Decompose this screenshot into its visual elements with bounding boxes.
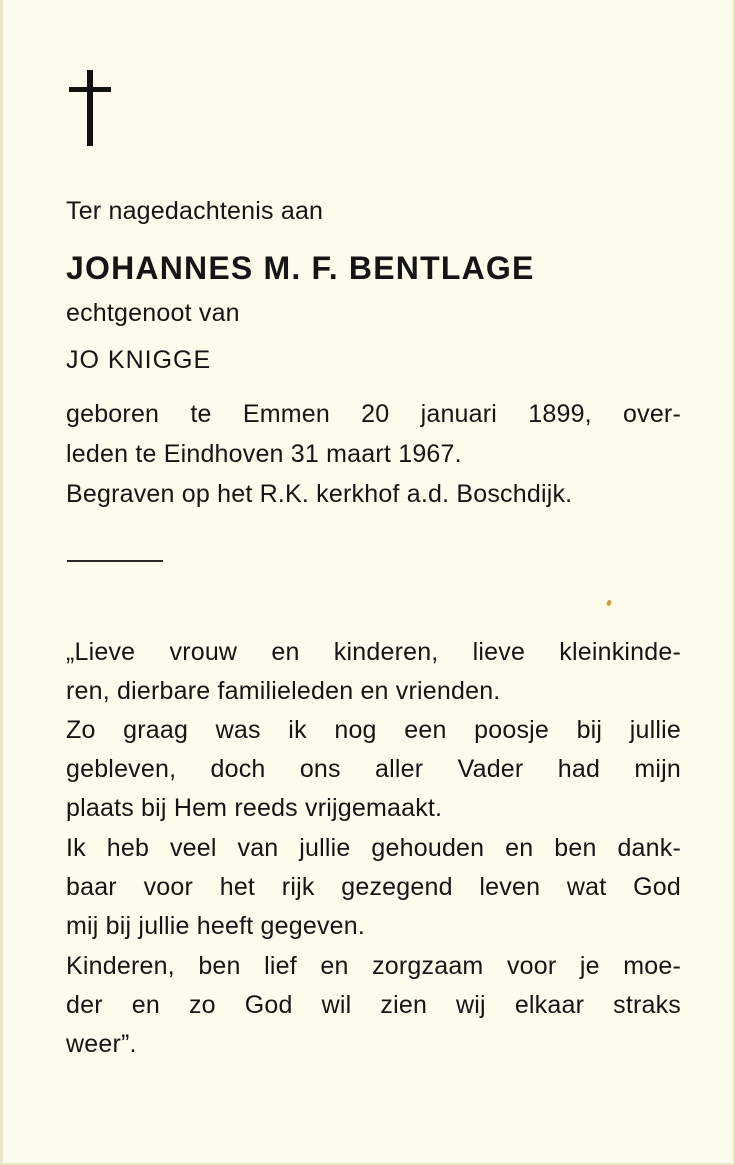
- paper-speck: [606, 599, 612, 606]
- birth-line: geboren te Emmen 20 januari 1899, over-: [66, 400, 681, 428]
- quote-line: der en zo God wil zien wij elkaar straks: [66, 991, 681, 1019]
- quote-line: Kinderen, ben lief en zorgzaam voor je moe-: [66, 952, 681, 980]
- quote-line: gebleven, doch ons aller Vader had mijn: [66, 755, 681, 783]
- deceased-name: JOHANNES M. F. BENTLAGE: [66, 250, 535, 286]
- spouse-name: JO KNIGGE: [66, 346, 212, 374]
- quote-line: ren, dierbare familieleden en vrienden.: [66, 677, 501, 705]
- quote-line: Ik heb veel van jullie gehouden en ben dank-: [66, 834, 681, 862]
- divider-line: [67, 560, 163, 562]
- quote-line: Zo graag was ik nog een poosje bij jullie: [66, 716, 681, 744]
- quote-line: plaats bij Hem reeds vrijgemaakt.: [66, 794, 443, 822]
- quote-line: baar voor het rijk gezegend leven wat God: [66, 873, 681, 901]
- quote-line: weer”.: [66, 1030, 137, 1058]
- cross-icon: [69, 70, 111, 146]
- quote-line: „Lieve vrouw en kinderen, lieve kleinkinde-: [66, 638, 681, 666]
- relation-text: echtgenoot van: [66, 299, 240, 327]
- burial-line: Begraven op het R.K. kerkhof a.d. Boschdijk.: [66, 480, 573, 508]
- intro-text: Ter nagedachtenis aan: [66, 197, 324, 225]
- quote-line: mij bij jullie heeft gegeven.: [66, 912, 366, 940]
- death-line: leden te Eindhoven 31 maart 1967.: [66, 440, 462, 468]
